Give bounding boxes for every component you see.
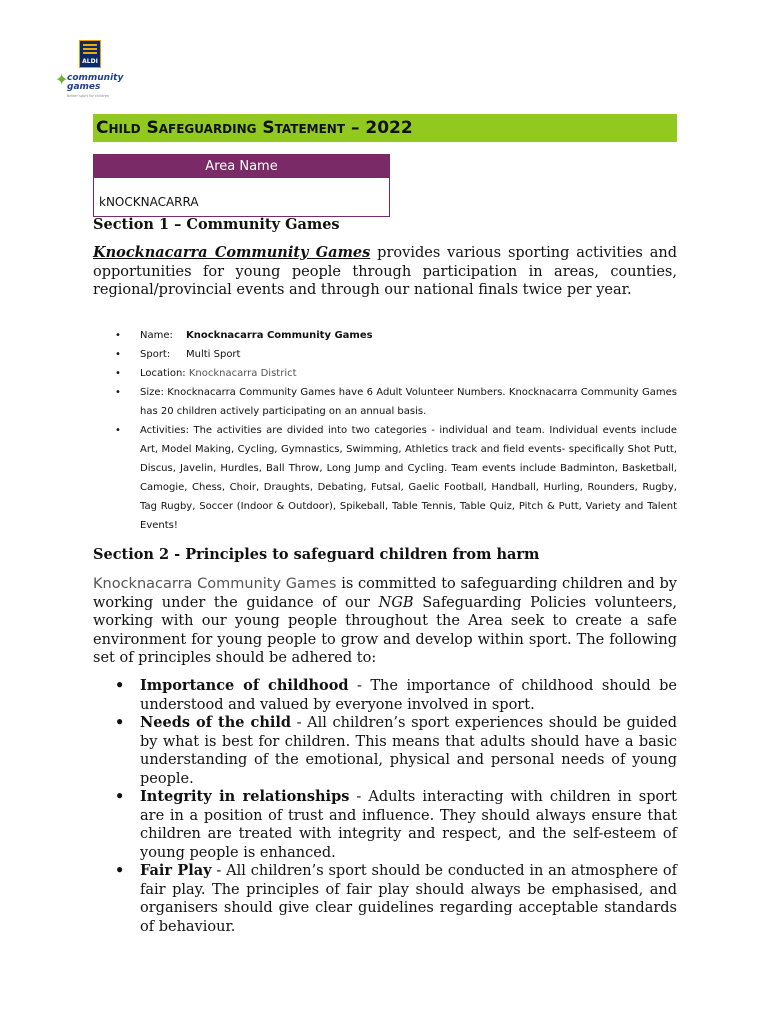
ngb-abbreviation: NGB: [378, 594, 414, 611]
detail-name: [93, 326, 677, 345]
section-2-intro-part-2: Safeguarding Policies volunteers, working with our young people throughout the Area seek to create a safe environment for young people to grow and develop within sport. The following set of principles should be adhered to:: [93, 594, 677, 666]
detail-value: Knocknacarra District: [185, 368, 297, 379]
principle-term: Needs of the child: [140, 714, 292, 731]
detail-value: Multi Sport: [186, 349, 241, 360]
principle-item: [93, 788, 677, 862]
principle-item: [93, 714, 677, 788]
aldi-logo-text: ALDI: [82, 58, 98, 65]
organisation-name: Knocknacarra Community Games: [93, 244, 371, 261]
section-1-intro: [93, 244, 677, 300]
area-name-value: kNOCKNACARRA: [99, 195, 199, 209]
detail-label: Sport:: [140, 349, 171, 360]
section-1-intro-text: provides various sporting activities and opportunities for young people through participation in areas, counties, regional/provincial events and through our national finals twice per year.: [93, 245, 677, 298]
principle-text: - All children’s sport should be conducted in an atmosphere of fair play. The principles of fair play should always be emphasised, and organisers should give clear guidelines regarding acceptable standards of behaviour.: [140, 863, 678, 935]
detail-location: [93, 364, 677, 383]
principle-text: - Adults interacting with children in sport are in a position of trust and influence. They should always ensure that children are treated with integrity and respect, and the self-esteem of young people is enhanced.: [140, 789, 677, 861]
principle-text: - All children’s sport experiences should be guided by what is best for children. This means that adults should have a basic understanding of the emotional, physical and personal needs of young people.: [140, 715, 677, 787]
section-1-heading: Section 1 – Community Games: [93, 216, 340, 233]
principles-list: [93, 677, 677, 936]
principle-term: Fair Play: [140, 862, 212, 879]
detail-label: Name:: [140, 330, 173, 341]
community-games-logo-text: community games: [67, 73, 124, 92]
section-2-heading: Section 2 - Principles to safeguard children from harm: [93, 546, 540, 563]
logo-tagline: Better sport for children: [67, 94, 110, 98]
principle-item: [93, 677, 677, 714]
area-name-table: [93, 154, 390, 217]
principle-item: [93, 862, 677, 936]
aldi-logo: [79, 40, 101, 68]
principle-term: Importance of childhood: [140, 677, 349, 694]
detail-activities: • Activities: The activities are divided into two categories - individual and team. Individual events include Art, Model Making, Cycling, Gymnastics, Swimming, Athletics track and field events- specifically Shot Putt, Discus, Javelin, Hurdles, Ball Throw, Long Jump and Cycling. Team events include Badminton, Basketball, Camogie, Chess, Choir, Draughts, Debating, Futsal, Gaelic Football, Handball, Hurling, Rounders, Rugby, Tag Rugby, Soccer (Indoor & Outdoor), Spikeball, Table Tennis, Table Quiz, Pitch & Putt, Variety and Talent Events!: [93, 421, 677, 535]
detail-label: Location:: [140, 368, 186, 379]
organisation-details-list: [93, 326, 677, 535]
document-title: Child Safeguarding Statement – 2022: [93, 114, 677, 142]
detail-size: • Size: Knocknacarra Community Games have 6 Adult Volunteer Numbers. Knocknacarra Community Games has 20 children actively participating on an annual basis.: [93, 383, 677, 421]
detail-sport: [93, 345, 677, 364]
principle-text: - The importance of childhood should be understood and valued by everyone involved in sport.: [140, 678, 677, 713]
detail-value: Knocknacarra Community Games: [186, 330, 373, 341]
section-2-intro: [93, 575, 677, 668]
section-2-intro-part-1: is committed to safeguarding children and by working under the guidance of our: [93, 576, 677, 611]
organisation-name: Knocknacarra Community Games: [93, 576, 337, 592]
aldi-community-games-logo: [55, 40, 125, 100]
area-name-header: Area Name: [94, 155, 389, 178]
principle-term: Integrity in relationships: [140, 788, 350, 805]
runner-figure-icon: ✦: [55, 70, 69, 89]
